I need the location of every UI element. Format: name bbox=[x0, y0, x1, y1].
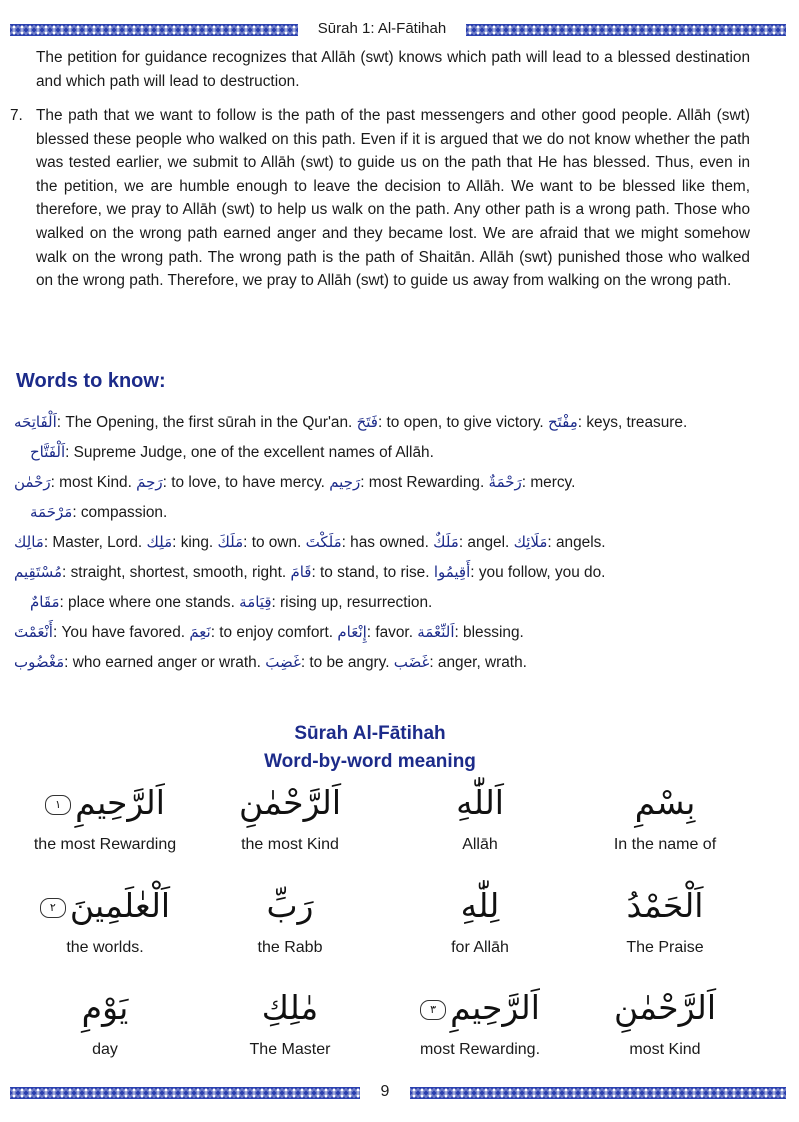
arabic-term: غَضِبَ bbox=[265, 653, 301, 671]
term-definition: : Master, Lord. bbox=[43, 534, 147, 551]
term-definition: : to stand, to rise. bbox=[311, 564, 434, 581]
word-line bbox=[14, 468, 774, 498]
word-cell bbox=[10, 881, 200, 957]
term-definition: : to enjoy comfort. bbox=[210, 624, 338, 641]
arabic-term: مَلَكْتَ bbox=[305, 533, 342, 551]
word-cell bbox=[385, 778, 575, 854]
surah-title: Sūrah Al-Fātihah bbox=[294, 723, 446, 744]
term-definition: : compassion. bbox=[72, 504, 168, 521]
arabic-term: قَامَ bbox=[290, 563, 312, 581]
word-meaning: the most Kind bbox=[241, 836, 339, 853]
arabic-term: مَلَكٌ bbox=[433, 533, 459, 551]
arabic-term: فَتَحَ bbox=[356, 413, 378, 431]
arabic-word-text: اَلْعٰلَمِينَ bbox=[69, 886, 171, 925]
arabic-term: مَلَائِك bbox=[513, 533, 548, 551]
surah-heading bbox=[250, 720, 490, 776]
term-definition: : angel. bbox=[458, 534, 514, 551]
header-title: Sūrah 1: Al-Fātihah bbox=[317, 20, 447, 37]
arabic-word bbox=[570, 778, 760, 828]
arabic-term: رَحِمَ bbox=[136, 473, 163, 491]
arabic-word-text: اَلرَّحِيمِ bbox=[75, 783, 165, 822]
word-meaning: The Master bbox=[249, 1041, 331, 1058]
arabic-word bbox=[10, 881, 200, 931]
arabic-term: مَلِك bbox=[146, 533, 173, 551]
arabic-word bbox=[10, 983, 200, 1033]
arabic-word-text: لِلّٰهِ bbox=[460, 886, 500, 925]
term-definition: : you follow, you do. bbox=[470, 564, 606, 581]
arabic-term: أَقِيمُوا bbox=[433, 563, 471, 581]
arabic-term: مَالِك bbox=[14, 533, 44, 551]
term-definition: : to open, to give victory. bbox=[377, 414, 548, 431]
header-band-left bbox=[10, 24, 298, 36]
term-definition: : You have favored. bbox=[52, 624, 190, 641]
arabic-term: رَحْمَةٌ bbox=[488, 473, 522, 491]
word-cell bbox=[385, 881, 575, 957]
term-definition: : king. bbox=[172, 534, 218, 551]
arabic-term: مَغْضُوب bbox=[14, 653, 65, 671]
arabic-word bbox=[570, 983, 760, 1033]
term-definition: : anger, wrath. bbox=[429, 654, 527, 671]
arabic-word-text: مٰلِكِ bbox=[261, 988, 319, 1027]
numbered-item-7 bbox=[10, 104, 750, 293]
footer-band-right bbox=[410, 1087, 786, 1099]
word-cell bbox=[195, 778, 385, 854]
word-meaning: for Allāh bbox=[451, 939, 509, 956]
word-meaning: day bbox=[92, 1041, 118, 1058]
word-meaning: the most Rewarding bbox=[33, 836, 177, 853]
word-meaning: most Kind bbox=[629, 1041, 701, 1058]
word-meaning: The Praise bbox=[626, 939, 704, 956]
word-cell bbox=[385, 983, 575, 1059]
arabic-term: غَضَب bbox=[393, 653, 430, 671]
intro-paragraph: The petition for guidance recognizes that Allāh (swt) knows which path will lead to a blessed destination and which path will lead to destruction. bbox=[36, 49, 750, 90]
word-line bbox=[14, 618, 774, 648]
term-definition: : blessing. bbox=[454, 624, 524, 641]
arabic-term: اَلنِّعْمَة bbox=[417, 623, 455, 641]
arabic-term: مَقَامٌ bbox=[30, 593, 60, 611]
term-definition: : to be angry. bbox=[300, 654, 394, 671]
word-meaning: In the name of bbox=[613, 836, 717, 853]
arabic-word bbox=[195, 778, 385, 828]
arabic-word-text: اَلرَّحْمٰنِ bbox=[238, 783, 342, 822]
arabic-word-text: بِسْمِ bbox=[634, 783, 696, 822]
arabic-term: مِفْتَح bbox=[547, 413, 578, 431]
term-definition: : mercy. bbox=[521, 474, 576, 491]
word-cell bbox=[195, 983, 385, 1059]
page-number: 9 bbox=[380, 1083, 390, 1100]
arabic-word-text: اَلرَّحِيمِ bbox=[450, 988, 540, 1027]
word-line bbox=[14, 438, 774, 468]
arabic-word bbox=[570, 881, 760, 931]
ayah-marker-icon: ٢ bbox=[40, 898, 66, 918]
word-cell bbox=[195, 881, 385, 957]
term-definition: : to own. bbox=[243, 534, 306, 551]
word-cell bbox=[10, 983, 200, 1059]
arabic-word-text: اَللّٰهِ bbox=[456, 783, 504, 822]
term-definition: : most Rewarding. bbox=[360, 474, 489, 491]
words-list bbox=[14, 408, 774, 678]
arabic-term: مَلَكَ bbox=[217, 533, 244, 551]
arabic-term: مُسْتَقِيم bbox=[14, 563, 63, 581]
arabic-term: إِنْعَام bbox=[337, 623, 367, 641]
term-definition: : keys, treasure. bbox=[577, 414, 688, 431]
term-definition: : rising up, resurrection. bbox=[271, 594, 433, 611]
arabic-word bbox=[385, 778, 575, 828]
word-line bbox=[14, 498, 774, 528]
term-definition: : favor. bbox=[366, 624, 418, 641]
arabic-term: مَرْحَمَة bbox=[30, 503, 73, 521]
term-definition: : to love, to have mercy. bbox=[162, 474, 330, 491]
arabic-term: رَحِيم bbox=[329, 473, 361, 491]
arabic-word bbox=[385, 881, 575, 931]
ayah-marker-icon: ١ bbox=[45, 795, 71, 815]
word-cell bbox=[570, 983, 760, 1059]
term-definition: : Supreme Judge, one of the excellent names of Allāh. bbox=[65, 444, 434, 461]
term-definition: : most Kind. bbox=[50, 474, 137, 491]
arabic-word-text: اَلْحَمْدُ bbox=[626, 886, 704, 925]
ayah-marker-icon: ٣ bbox=[420, 1000, 446, 1020]
arabic-word-text: يَوْمِ bbox=[81, 988, 129, 1027]
word-line bbox=[14, 588, 774, 618]
word-cell bbox=[10, 778, 200, 854]
word-meaning: Allāh bbox=[462, 836, 498, 853]
item-number: 7. bbox=[10, 107, 23, 124]
arabic-word bbox=[10, 778, 200, 828]
footer-band-left bbox=[10, 1087, 360, 1099]
term-definition: : place where one stands. bbox=[59, 594, 240, 611]
arabic-word bbox=[385, 983, 575, 1033]
word-line bbox=[14, 528, 774, 558]
word-meaning: most Rewarding. bbox=[419, 1041, 541, 1058]
arabic-term: اَلْفَتَّاح bbox=[30, 443, 66, 461]
word-line bbox=[14, 648, 774, 678]
arabic-word bbox=[195, 983, 385, 1033]
header-band-right bbox=[466, 24, 786, 36]
word-meaning: the Rabb bbox=[257, 939, 323, 956]
term-definition: : has owned. bbox=[341, 534, 434, 551]
words-heading: Words to know: bbox=[16, 370, 166, 392]
word-line bbox=[14, 408, 774, 438]
surah-subtitle: Word-by-word meaning bbox=[264, 751, 476, 772]
word-meaning: the worlds. bbox=[66, 939, 144, 956]
word-line bbox=[14, 558, 774, 588]
arabic-word bbox=[195, 881, 385, 931]
arabic-word-text: رَبِّ bbox=[266, 886, 314, 925]
term-definition: : angels. bbox=[547, 534, 606, 551]
arabic-term: اَلْفَاتِحَه bbox=[14, 413, 57, 431]
term-definition: : who earned anger or wrath. bbox=[64, 654, 266, 671]
item-text: The path that we want to follow is the path of the past messengers and other good people. Allāh (swt) blessed these people who walked on this path. Even if it is argued that we do not know whether the path was tested earlier, we submit to Allāh (swt) to guide us on the path that He has blessed. Thus, even in the petition, we are humble enough to leave the decision to Allāh. We want to be blessed like them, therefore, we pray to Allāh (swt) to help us walk on the path. Any other path is a wrong path. Those who walked on the wrong path earned anger and they became lost. We are afraid that we might somehow walk on the wrong path. The wrong path is the path of Shaitān. Allāh (swt) punished those who walked on the wrong path. Therefore, we pray to Allāh (swt) to guide us away from walking on the wrong path. bbox=[36, 107, 750, 290]
arabic-term: نَعِمَ bbox=[189, 623, 211, 641]
arabic-term: أَنْعَمْتَ bbox=[14, 623, 53, 641]
arabic-term: قِيَامَة bbox=[239, 593, 272, 611]
term-definition: : The Opening, the first sūrah in the Qur'an. bbox=[56, 414, 357, 431]
arabic-term: رَحْمٰن bbox=[14, 473, 51, 491]
word-cell bbox=[570, 778, 760, 854]
term-definition: : straight, shortest, smooth, right. bbox=[62, 564, 291, 581]
word-cell bbox=[570, 881, 760, 957]
arabic-word-text: اَلرَّحْمٰنِ bbox=[613, 988, 717, 1027]
